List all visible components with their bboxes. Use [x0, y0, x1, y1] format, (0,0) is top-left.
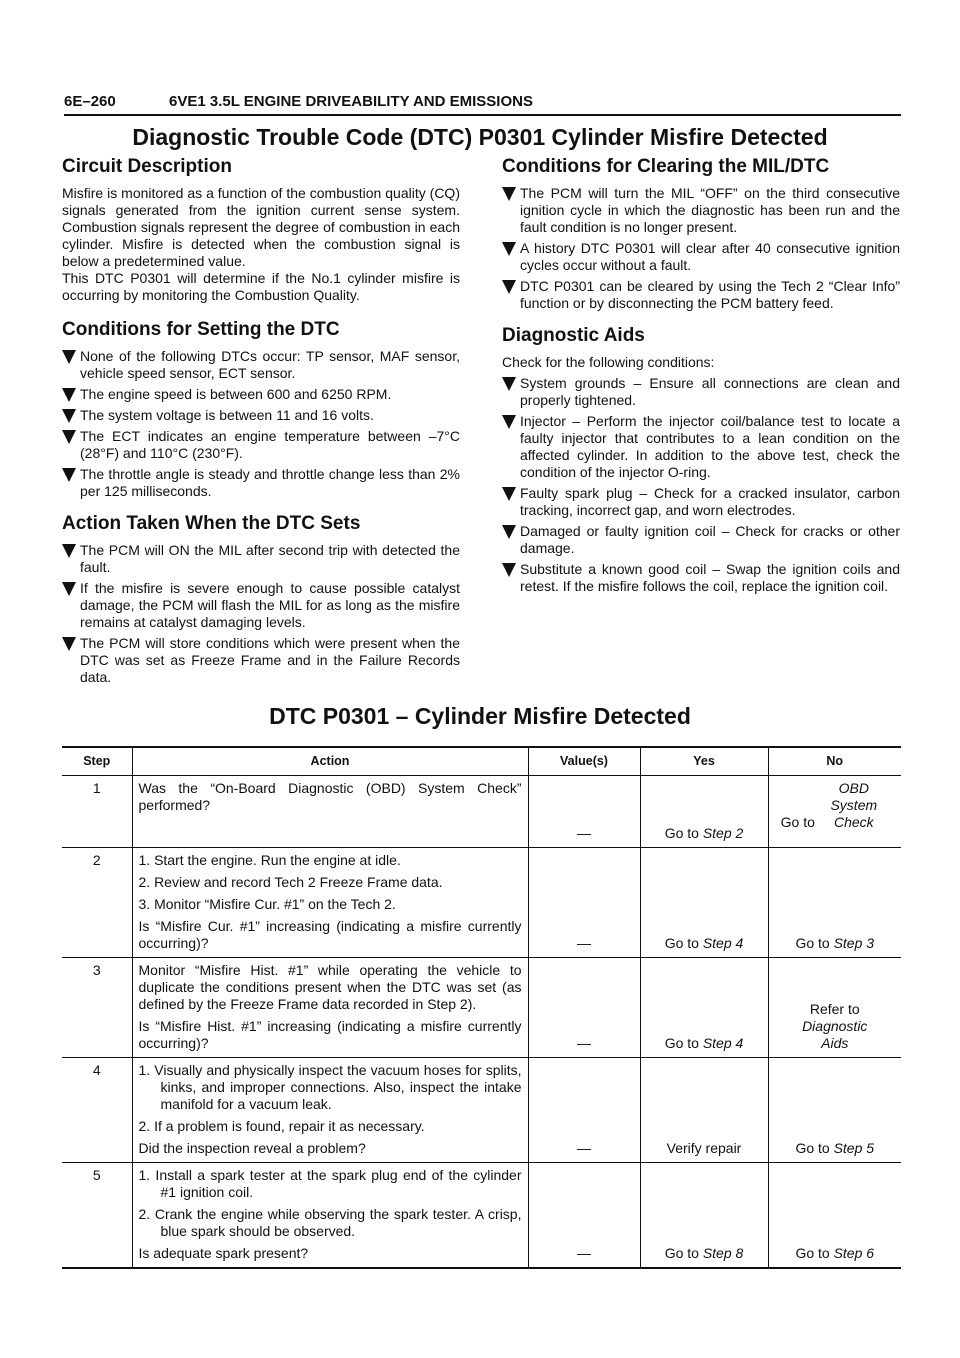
- action-taken-heading: Action Taken When the DTC Sets: [62, 513, 361, 534]
- clearing-conditions-heading: Conditions for Clearing the MIL/DTC: [502, 156, 830, 177]
- step-cell: 4: [62, 1058, 132, 1163]
- bullet-triangle-icon: [502, 377, 516, 391]
- bullet-triangle-icon: [62, 430, 76, 444]
- table-row: [62, 1163, 901, 1269]
- list-item: The throttle angle is steady and throttle change less than 2% per 125 milliseconds.: [62, 466, 460, 500]
- bullet-triangle-icon: [502, 187, 516, 201]
- bullet-triangle-icon: [62, 468, 76, 482]
- step-cell: 1: [62, 776, 132, 848]
- column-header-values: Value(s): [528, 747, 640, 776]
- no-cell: Go to Step 5: [768, 1058, 901, 1163]
- diagnostic-table: [62, 746, 901, 1269]
- action-cell: 1. Install a spark tester at the spark plug end of the cylinder #1 ignition coil. 2. Crank the engine while observing the spark tester. A crisp, blue spark should be observed. Is adequate spark present?: [132, 1163, 528, 1269]
- column-header-no: No: [768, 747, 901, 776]
- yes-cell: Go to Step 4: [640, 848, 768, 958]
- no-cell: Go to OBD System Check: [768, 776, 901, 848]
- setting-conditions-list: [62, 348, 460, 500]
- action-cell: Was the “On-Board Diagnostic (OBD) System Check” performed?: [132, 776, 528, 848]
- bullet-triangle-icon: [502, 415, 516, 429]
- clearing-conditions-list: [502, 185, 900, 312]
- column-header-yes: Yes: [640, 747, 768, 776]
- list-item: The PCM will store conditions which were present when the DTC was set as Freeze Frame and in the Failure Records data.: [62, 635, 460, 686]
- circuit-description-text-2: This DTC P0301 will determine if the No.1 cylinder misfire is occurring by monitoring the Combustion Quality.: [62, 270, 460, 303]
- table-header-row: [62, 747, 901, 776]
- bullet-triangle-icon: [62, 582, 76, 596]
- value-cell: —: [528, 848, 640, 958]
- bullet-triangle-icon: [62, 637, 76, 651]
- value-cell: —: [528, 776, 640, 848]
- value-cell: —: [528, 958, 640, 1058]
- step-cell: 2: [62, 848, 132, 958]
- table-row: [62, 1058, 901, 1163]
- bullet-triangle-icon: [502, 525, 516, 539]
- header-rule: [64, 114, 901, 116]
- list-item: System grounds – Ensure all connections are clean and properly tightened.: [502, 375, 900, 409]
- right-column: [502, 155, 900, 607]
- yes-cell: Go to Step 8: [640, 1163, 768, 1269]
- bullet-triangle-icon: [502, 280, 516, 294]
- left-column: [62, 155, 460, 698]
- bullet-triangle-icon: [62, 388, 76, 402]
- table-title: DTC P0301 – Cylinder Misfire Detected: [269, 703, 691, 729]
- list-item: If the misfire is severe enough to cause possible catalyst damage, the PCM will flash the MIL for as long as the misfire remains at catalyst damaging levels.: [62, 580, 460, 631]
- page-title: Diagnostic Trouble Code (DTC) P0301 Cylinder Misfire Detected: [132, 124, 828, 150]
- action-cell: 1. Visually and physically inspect the vacuum hoses for splits, kinks, and improper connections. Also, inspect the intake manifold for a vacuum leak. 2. If a problem is found, repair it as necessary. Did the inspection reveal a problem?: [132, 1058, 528, 1163]
- step-cell: 3: [62, 958, 132, 1058]
- bullet-triangle-icon: [502, 487, 516, 501]
- list-item: The engine speed is between 600 and 6250 RPM.: [62, 386, 460, 403]
- list-item: DTC P0301 can be cleared by using the Tech 2 “Clear Info” function or by disconnecting the PCM battery feed.: [502, 278, 900, 312]
- action-cell: Monitor “Misfire Hist. #1” while operating the vehicle to duplicate the conditions present when the DTC was set (as defined by the Freeze Frame data recorded in Step 2). Is “Misfire Hist. #1” increasing (indicating a misfire currently occurring)?: [132, 958, 528, 1058]
- table-row: [62, 958, 901, 1058]
- list-item: None of the following DTCs occur: TP sensor, MAF sensor, vehicle speed sensor, ECT sensor.: [62, 348, 460, 382]
- bullet-triangle-icon: [502, 563, 516, 577]
- yes-cell: Verify repair: [640, 1058, 768, 1163]
- table-row: [62, 848, 901, 958]
- circuit-description-text: Misfire is monitored as a function of the combustion quality (CQ) signals generated from the ignition current sense system. Combustion signals represent the degree of combustion in each cylinder. Misfire is detected when the combustion signal is below a predetermined value.: [62, 185, 460, 269]
- no-cell: Go to Step 3: [768, 848, 901, 958]
- bullet-triangle-icon: [62, 544, 76, 558]
- circuit-description-heading: Circuit Description: [62, 156, 232, 177]
- column-header-step: Step: [62, 747, 132, 776]
- diagnostic-aids-intro: Check for the following conditions:: [502, 354, 715, 370]
- list-item: A history DTC P0301 will clear after 40 consecutive ignition cycles occur without a fault.: [502, 240, 900, 274]
- action-taken-list: [62, 542, 460, 686]
- bullet-triangle-icon: [62, 350, 76, 364]
- column-header-action: Action: [132, 747, 528, 776]
- value-cell: —: [528, 1058, 640, 1163]
- step-cell: 5: [62, 1163, 132, 1269]
- setting-conditions-heading: Conditions for Setting the DTC: [62, 319, 340, 340]
- table-row: [62, 776, 901, 848]
- diagnostic-aids-list: [502, 375, 900, 595]
- list-item: The PCM will ON the MIL after second trip with detected the fault.: [62, 542, 460, 576]
- action-cell: 1. Start the engine. Run the engine at idle. 2. Review and record Tech 2 Freeze Frame data. 3. Monitor “Misfire Cur. #1” on the Tech 2. Is “Misfire Cur. #1” increasing (indicating a misfire currently occurring)?: [132, 848, 528, 958]
- list-item: The PCM will turn the MIL “OFF” on the third consecutive ignition cycle in which the diagnostic has been run and the fault condition is no longer present.: [502, 185, 900, 236]
- yes-cell: Go to Step 4: [640, 958, 768, 1058]
- list-item: Faulty spark plug – Check for a cracked insulator, carbon tracking, incorrect gap, and worn electrodes.: [502, 485, 900, 519]
- value-cell: —: [528, 1163, 640, 1269]
- page-number: 6E–260: [64, 93, 116, 110]
- list-item: Damaged or faulty ignition coil – Check for cracks or other damage.: [502, 523, 900, 557]
- list-item: The ECT indicates an engine temperature between –7°C (28°F) and 110°C (230°F).: [62, 428, 460, 462]
- section-title: 6VE1 3.5L ENGINE DRIVEABILITY AND EMISSIONS: [169, 93, 533, 110]
- no-cell: Refer to Diagnostic Aids: [768, 958, 901, 1058]
- bullet-triangle-icon: [62, 409, 76, 423]
- yes-cell: Go to Step 2: [640, 776, 768, 848]
- bullet-triangle-icon: [502, 242, 516, 256]
- list-item: Substitute a known good coil – Swap the ignition coils and retest. If the misfire follows the coil, replace the ignition coil.: [502, 561, 900, 595]
- list-item: The system voltage is between 11 and 16 volts.: [62, 407, 460, 424]
- no-cell: Go to Step 6: [768, 1163, 901, 1269]
- list-item: Injector – Perform the injector coil/balance test to locate a faulty injector that contributes to a lean condition on the affected cylinder. In addition to the above test, check the condition of the injector O-ring.: [502, 413, 900, 481]
- diagnostic-aids-heading: Diagnostic Aids: [502, 325, 645, 346]
